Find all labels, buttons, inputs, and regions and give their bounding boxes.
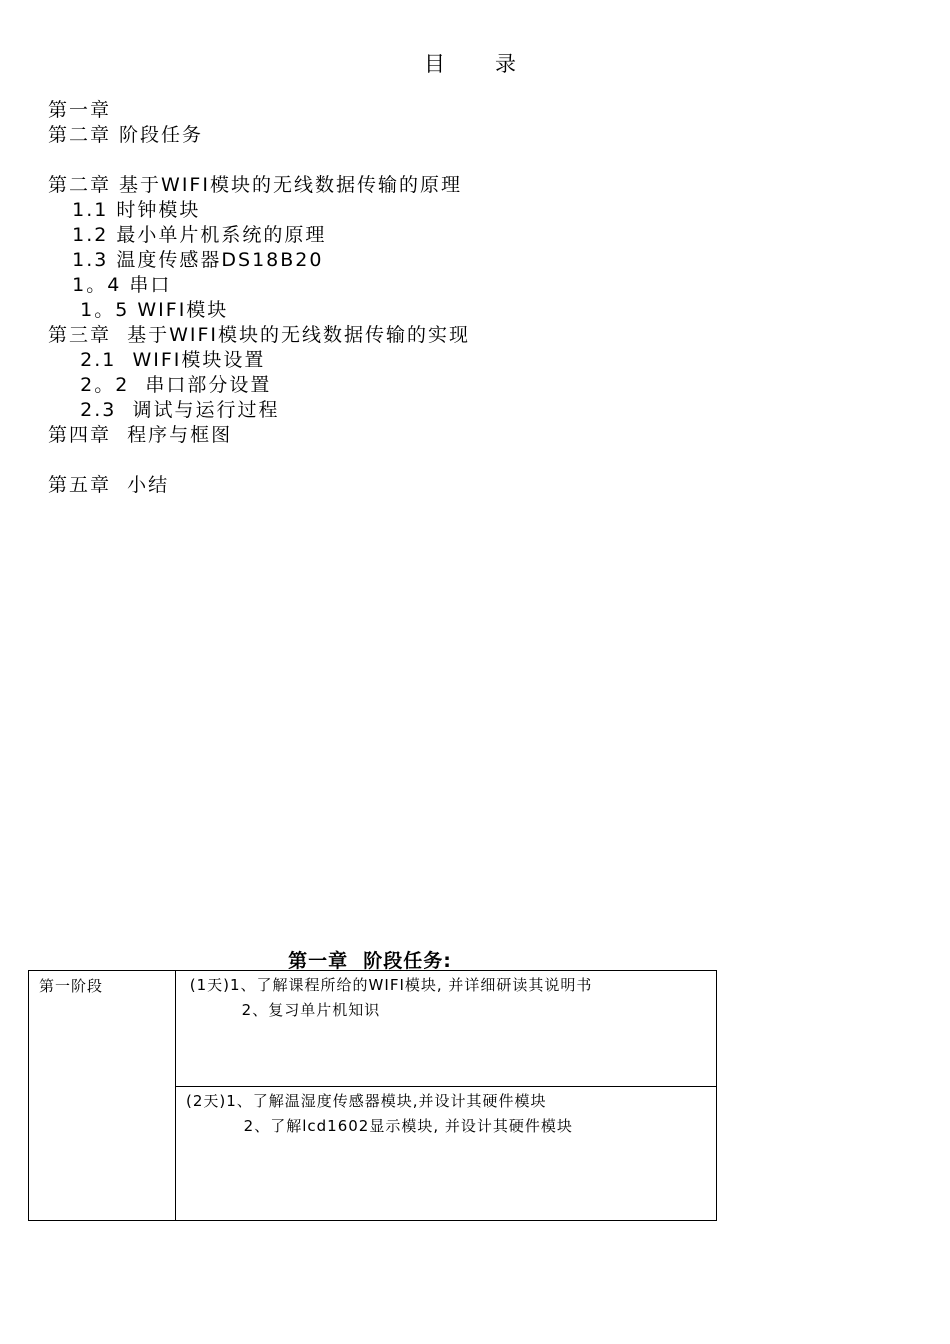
toc-entry: 1.3 温度传感器DS18B20 [48,249,324,271]
task-line: (2天)1、了解温湿度传感器模块,并设计其硬件模块 [186,1092,547,1110]
task-cell [176,1087,717,1221]
phase-cell [29,971,176,1221]
section-title: 第一章 阶段任务: [288,950,452,972]
table-of-contents [48,98,470,498]
toc-entry: 第一章 [48,99,112,121]
toc-spacer [48,448,470,473]
task-plan-table [28,970,717,1221]
toc-entry: 2。2 串口部分设置 [48,374,272,396]
toc-entry: 第三章 基于WIFI模块的无线数据传输的实现 [48,324,471,346]
toc-entry: 1。5 WIFI模块 [48,299,229,321]
toc-entry: 第二章 基于WIFI模块的无线数据传输的原理 [48,174,462,196]
task-line: 2、复习单片机知识 [184,1001,381,1019]
phase-label: 第一阶段 [39,977,104,995]
task-line: (1天)1、了解课程所给的WIFI模块, 并详细研读其说明书 [184,976,593,994]
toc-title: 目录 [424,52,566,76]
table-row [29,971,717,1087]
toc-entry: 第五章 小结 [48,474,170,496]
toc-entry: 1。4 串口 [48,274,172,296]
toc-entry: 2.3 调试与运行过程 [48,399,280,421]
toc-spacer [48,148,470,173]
toc-entry: 2.1 WIFI模块设置 [48,349,266,371]
toc-entry: 第四章 程序与框图 [48,424,233,446]
task-cell [176,971,717,1087]
toc-entry: 1.1 时钟模块 [48,199,201,221]
toc-entry: 1.2 最小单片机系统的原理 [48,224,327,246]
toc-entry: 第二章 阶段任务 [48,124,204,146]
task-line: 2、了解lcd1602显示模块, 并设计其硬件模块 [186,1117,573,1135]
